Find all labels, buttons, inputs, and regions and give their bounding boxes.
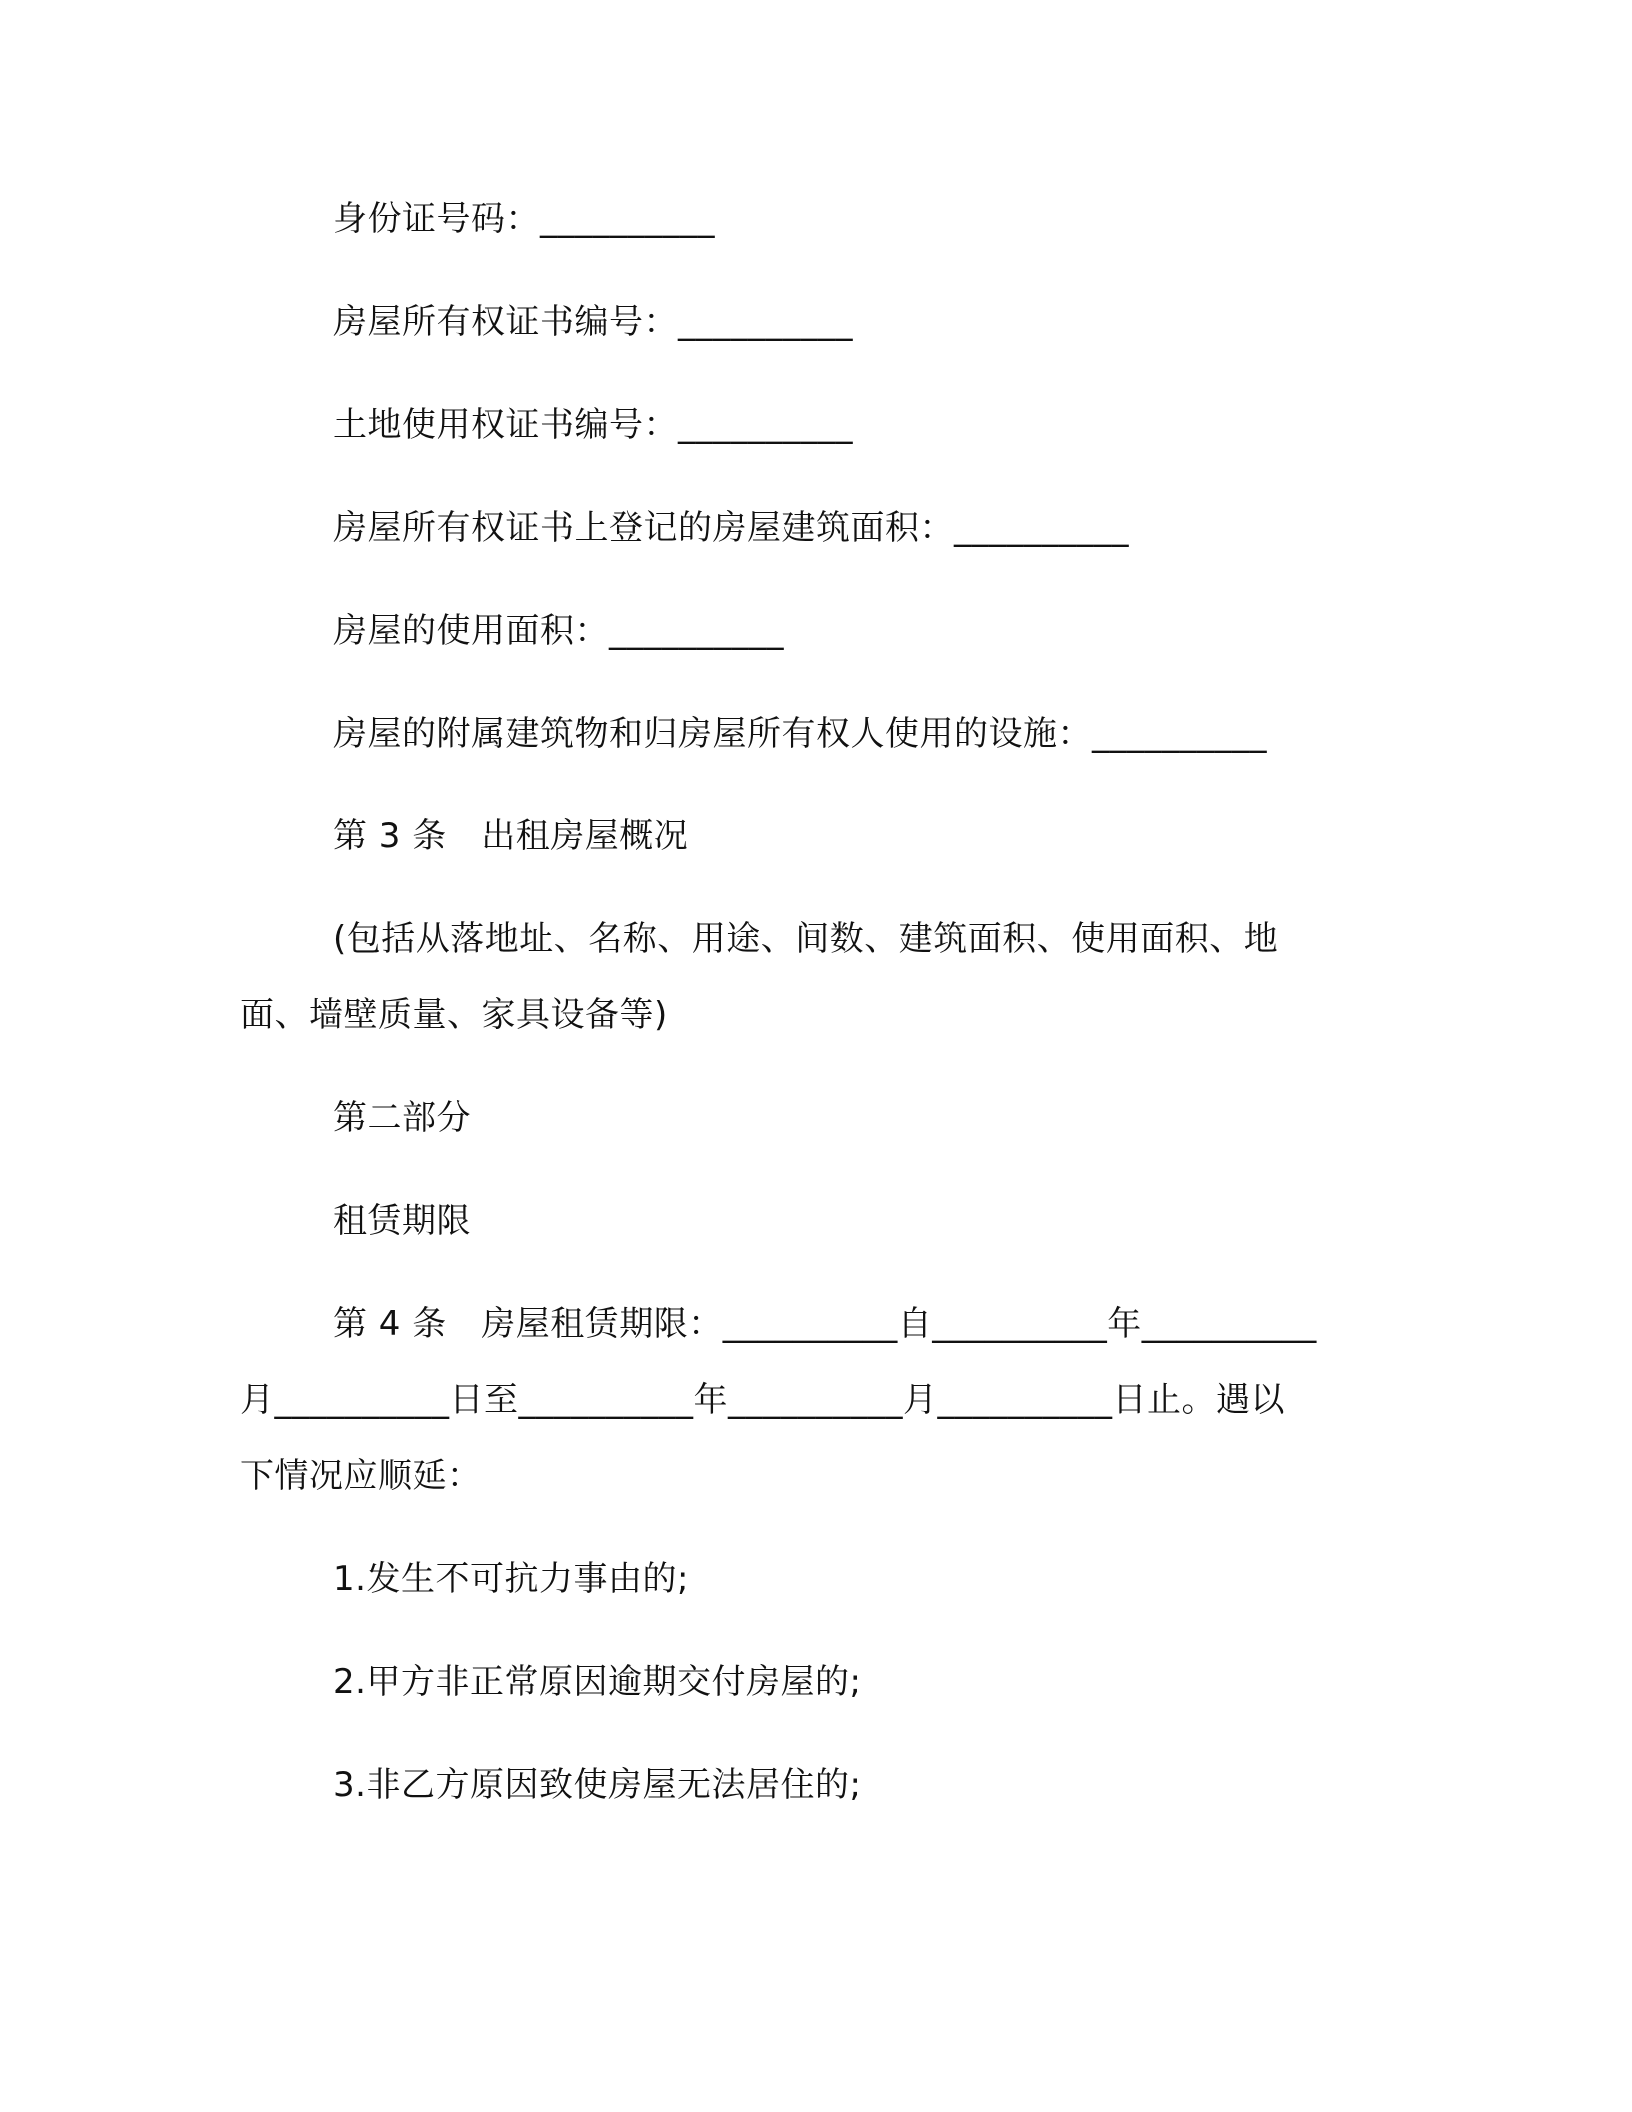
extension-item-1: 1.发生不可抗力事由的; xyxy=(333,1559,689,1599)
article-4-line-3: 下情况应顺延： xyxy=(240,1456,482,1496)
article-4-line-2: 月__________日至__________年__________月__________日止。遇以 xyxy=(240,1380,1285,1420)
id-number-line: 身份证号码：__________ xyxy=(333,199,715,239)
property-certificate-line: 房屋所有权证书编号：__________ xyxy=(333,302,853,342)
article-3-description-line-1: (包括从落地址、名称、用途、间数、建筑面积、使用面积、地 xyxy=(333,919,1279,959)
registered-building-area-line: 房屋所有权证书上登记的房屋建筑面积：__________ xyxy=(333,508,1129,548)
article-4-line-1: 第 4 条 房屋租赁期限：__________自__________年__________ xyxy=(333,1304,1317,1344)
usable-area-line: 房屋的使用面积：__________ xyxy=(333,611,784,651)
ancillary-facilities-line: 房屋的附属建筑物和归房屋所有权人使用的设施：__________ xyxy=(333,714,1267,754)
lease-term-heading: 租赁期限 xyxy=(333,1201,471,1241)
article-3-description-line-2: 面、墙壁质量、家具设备等) xyxy=(240,995,668,1035)
land-use-certificate-line: 土地使用权证书编号：__________ xyxy=(333,405,853,445)
extension-item-3: 3.非乙方原因致使房屋无法居住的; xyxy=(333,1765,862,1805)
extension-item-2: 2.甲方非正常原因逾期交付房屋的; xyxy=(333,1662,862,1702)
article-3-heading: 第 3 条 出租房屋概况 xyxy=(333,816,689,856)
part-two-heading: 第二部分 xyxy=(333,1098,471,1138)
